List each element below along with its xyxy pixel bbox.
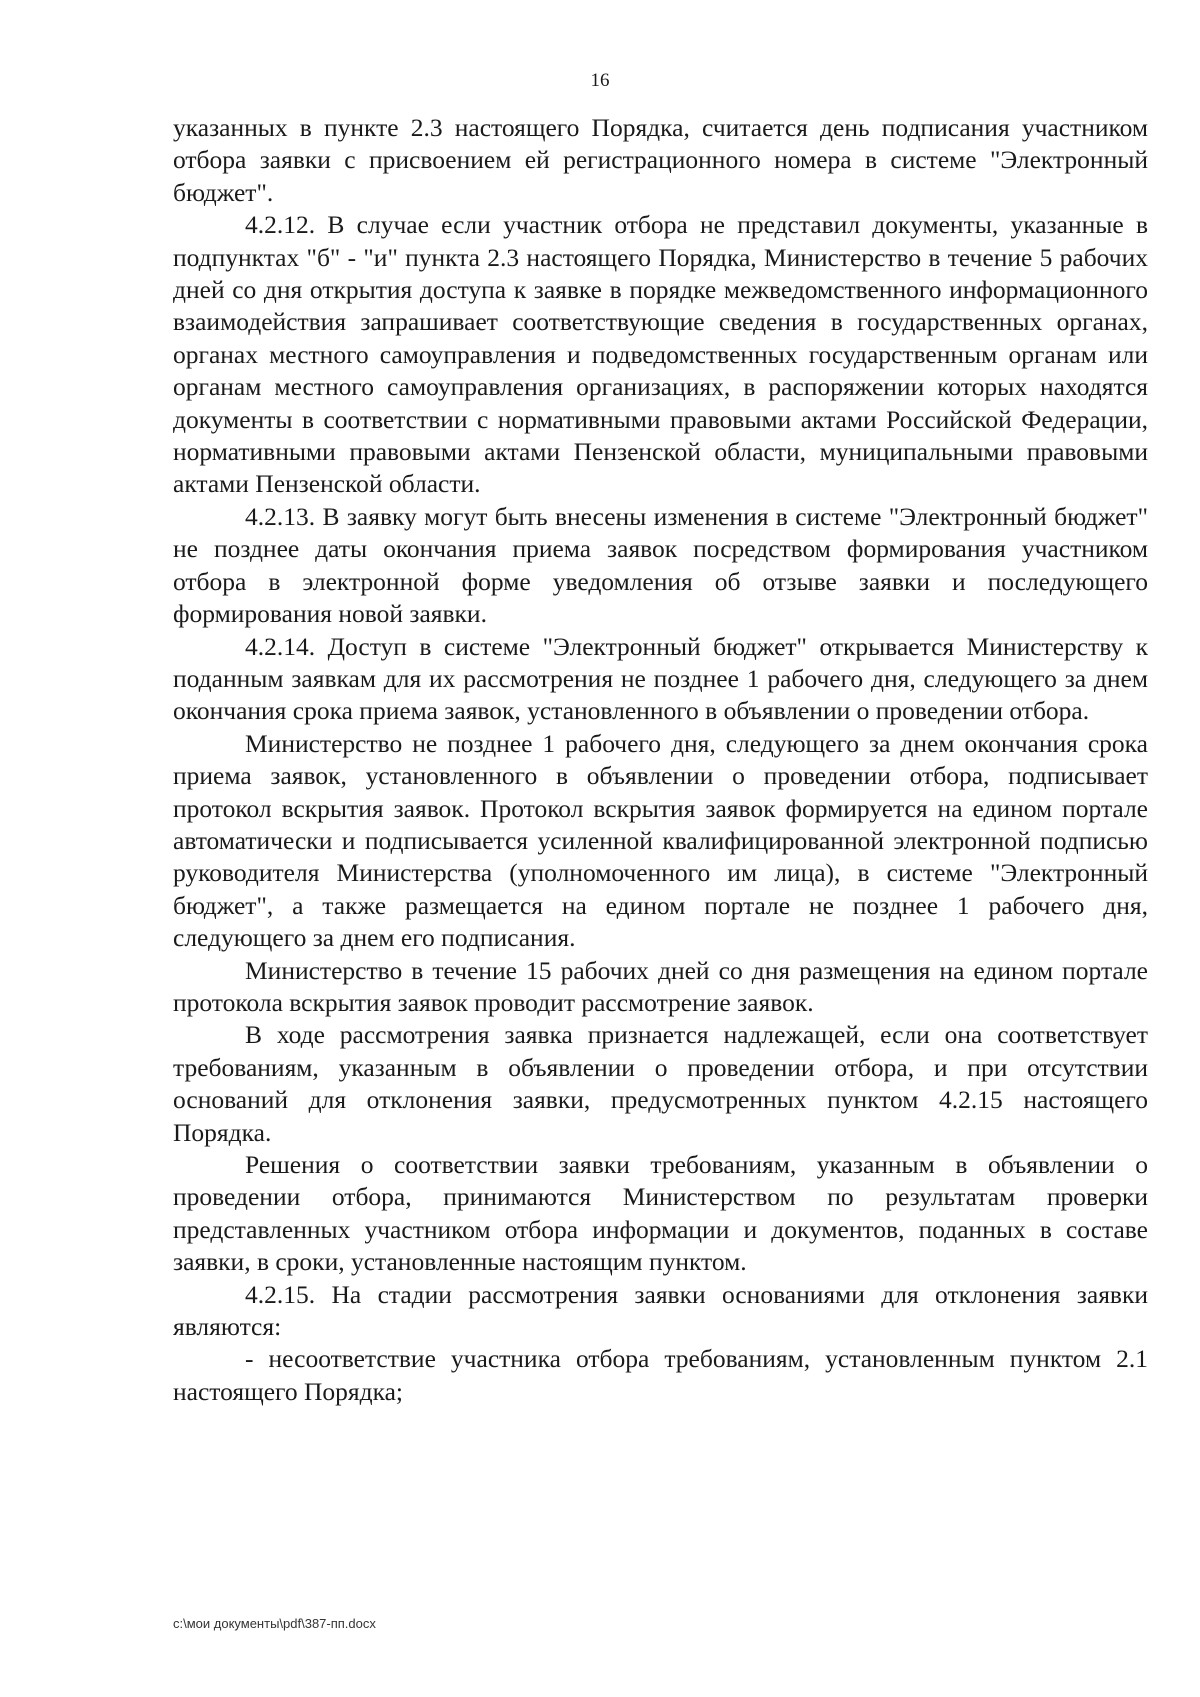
paragraph-protocol-opening: Министерство не позднее 1 рабочего дня, следующего за днем окончания срока приема заявок, установленного в объявлении о проведении отбора, подписывает протокол вскрытия заявок. Протокол вскрытия заявок формируется на едином портале автоматически и подписывается усиленной квалифицированной электронной подписью руководителя Министерства (уполномоченного им лица), в системе "Электронный бюджет", а также размещается на едином портале не позднее 1 рабочего дня, следующего за днем его подписания. [173,728,1148,953]
paragraph-review-period: Министерство в течение 15 рабочих дней со дня размещения на едином портале протокола вскрытия заявок проводит рассмотрение заявок. [173,955,1148,1017]
paragraph-4-2-12: 4.2.12. В случае если участник отбора не представил документы, указанные в подпунктах "б" - "и" пункта 2.3 настоящего Порядка, Министерство в течение 5 рабочих дней со дня открытия доступа к заявке в порядке межведомственного информационного взаимодействия запрашивает соответствующие сведения в государственных органах, органах местного самоуправления и подведомственных государственным органам или органам местного самоуправления организациях, в распоряжении которых находятся документы в соответствии с нормативными правовыми актами Российской Федерации, нормативными правовыми актами Пензенской области, муниципальными правовыми актами Пензенской области. [173,210,1148,499]
document-body [173,112,1148,1408]
footer-file-path: c:\мои документы\pdf\387-пп.docx [173,1616,376,1631]
paragraph-4-2-14: 4.2.14. Доступ в системе "Электронный бюджет" открывается Министерству к поданным заявкам для их рассмотрения не позднее 1 рабочего дня, следующего за днем окончания срока приема заявок, установленного в объявлении о проведении отбора. [173,631,1148,726]
paragraph-4-2-15: 4.2.15. На стадии рассмотрения заявки основаниями для отклонения заявки являются: [173,1279,1148,1342]
paragraph-compliance-decision: Решения о соответствии заявки требованиям, указанным в объявлении о проведении отбора, принимаются Министерством по результатам проверки представленных участником отбора информации и документов, поданных в составе заявки, в сроки, установленные настоящим пунктом. [173,1150,1148,1277]
paragraph-4-2-13: 4.2.13. В заявку могут быть внесены изменения в системе "Электронный бюджет" не позднее даты окончания приема заявок посредством формирования участником отбора в электронной форме уведомления об отзыве заявки и последующего формирования новой заявки. [173,501,1148,629]
paragraph-proper-application: В ходе рассмотрения заявка признается надлежащей, если она соответствует требованиям, указанным в объявлении о проведении отбора, и при отсутствии оснований для отклонения заявки, предусмотренных пунктом 4.2.15 настоящего Порядка. [173,1020,1148,1147]
paragraph-continuation: указанных в пункте 2.3 настоящего Порядка, считается день подписания участником отбора заявки с присвоением ей регистрационного номера в системе "Электронный бюджет". [173,113,1148,207]
page-number: 16 [590,70,610,91]
list-item-rejection-reason: - несоответствие участника отбора требованиям, установленным пунктом 2.1 настоящего Порядка; [173,1344,1148,1406]
